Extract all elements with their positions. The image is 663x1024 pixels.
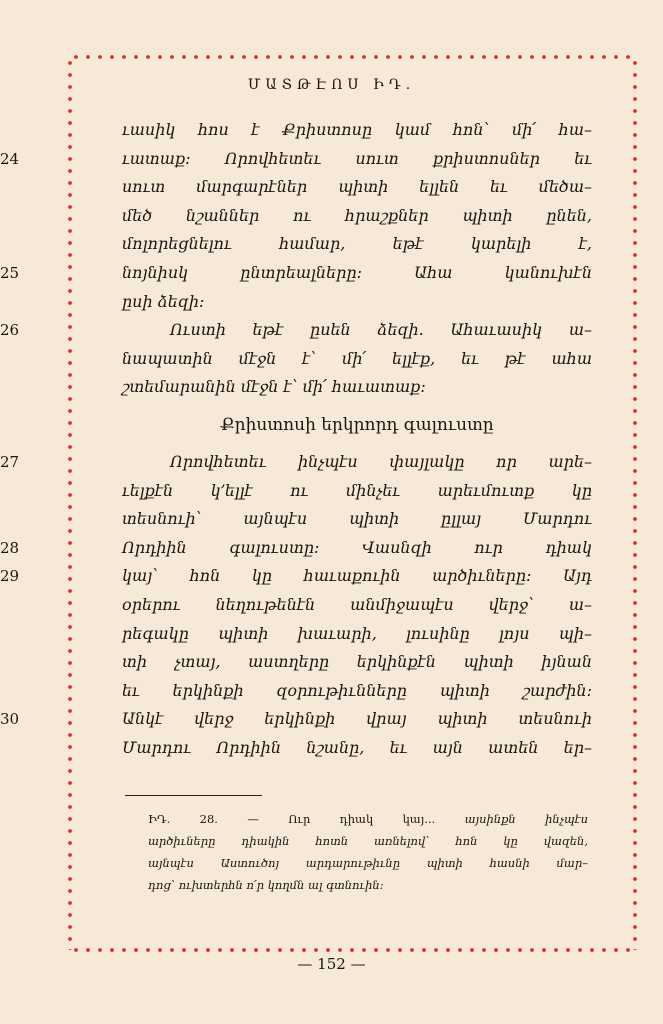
running-header: ՄԱՏԹԷՈՍ ԻԴ. [247,77,416,93]
line-text: օրերու նեղութենէն անմիջապէս վերջ՝ ա– [122,594,592,614]
text-line [122,477,592,506]
line-text: Որդիին գալուստը: Վասնզի ուր դիակ [122,537,592,557]
footnote [148,808,588,896]
text-line [122,677,592,706]
text-line [122,620,592,649]
footnote-rule [125,795,262,796]
line-text: նոյնիսկ ընտրեալները: Ահա կանուխէն [122,262,592,282]
footnote-line: արծիւները դիակին հոտն առնելով՝ հոն կը վազեն, [148,834,588,848]
main-text [0,116,592,762]
text-line [0,562,592,591]
text-line [122,202,592,231]
line-text: ըսի ձեզի: [122,291,205,311]
border-right [633,57,637,950]
verse-number: 25 [0,263,20,282]
text-line [122,345,592,374]
border-top [70,55,635,59]
text-line [0,534,592,563]
text-line [122,288,592,317]
line-text: ւելքէն կ՚ելլէ ու մինչեւ արեւմուտք կը [122,480,592,500]
border-left [68,57,72,950]
text-line [122,173,592,202]
verse-number: 29 [0,567,20,586]
footnote-text: այսինքն ինչպէս [464,812,588,826]
line-text: ւասիկ հոս է Քրիստոսը կամ հոն՝ մի՛ հա– [122,120,592,139]
verse-number: 24 [0,149,20,168]
verse-number: 30 [0,710,20,729]
text-line [0,259,592,288]
line-text: Մարդու Որդիին նշանը, եւ այն ատեն եր– [122,737,592,757]
border-bottom [70,948,635,952]
line-text: եւ երկինքի զօրութիւնները պիտի շարժին: [122,680,592,700]
footnote-line [148,808,588,830]
line-text: կայ՝ հոն կը հաւաքուին արծիւները: Այդ [122,566,592,586]
line-text: տի չտայ, աստղերը երկինքէն պիտի իյնան [122,652,592,672]
section-heading: Քրիստոսի երկրորդ գալուստը [220,414,494,435]
footnote-line: այնպէս Աստուծոյ արդարութիւնը պիտի հասնի մար– [148,856,588,870]
verse-number: 28 [0,538,20,557]
text-line [0,705,592,734]
line-text: սուտ մարգարէներ պիտի ելլեն եւ մեծա– [122,177,592,197]
text-line [0,145,592,174]
line-text: Որովհետեւ ինչպէս փայլակը որ արե– [170,451,592,471]
text-line [0,316,592,345]
line-text: Անկէ վերջ երկինքի վրայ պիտի տեսնուի [122,709,592,729]
text-line [122,591,592,620]
footnote-reference: ԻԴ. 28. — Ուր դիակ կայ... [148,812,436,826]
text-line [122,230,592,259]
line-text: նապատին մէջն է՝ մի՛ ելլէք, եւ թէ ահա [122,348,592,368]
text-line [122,373,592,402]
line-text: րեգակը պիտի խաւարի, լուսինը լոյս պի– [122,623,592,643]
page-number: — 152 — [297,955,366,973]
text-line [122,116,592,145]
text-line [122,505,592,534]
verse-number: 27 [0,452,20,471]
verse-number: 26 [0,321,20,340]
text-line [122,734,592,763]
text-line [122,648,592,677]
footnote-line: դոց՝ ուխտերհն ո՛ր կողմն ալ գտնուին: [148,878,384,892]
text-line [0,448,592,477]
line-text: մեծ նշաններ ու հրաշքներ պիտի ընեն, [122,205,592,225]
text-block-1 [0,116,592,402]
line-text: շտեմարանին մէջն է՝ մի՛ հաւատաք: [122,377,426,397]
line-text: տեսնուի՝ այնպէս պիտի ըլլայ Մարդու [122,509,592,529]
text-block-2 [0,448,592,763]
line-text: մոլորեցնելու համար, եթէ կարելի է, [122,234,592,254]
line-text: ւատաք: Որովհետեւ սուտ քրիստոսներ եւ [122,148,592,168]
line-text: Ուստի եթէ ըսեն ձեզի. Ահաւասիկ ա– [170,320,592,340]
